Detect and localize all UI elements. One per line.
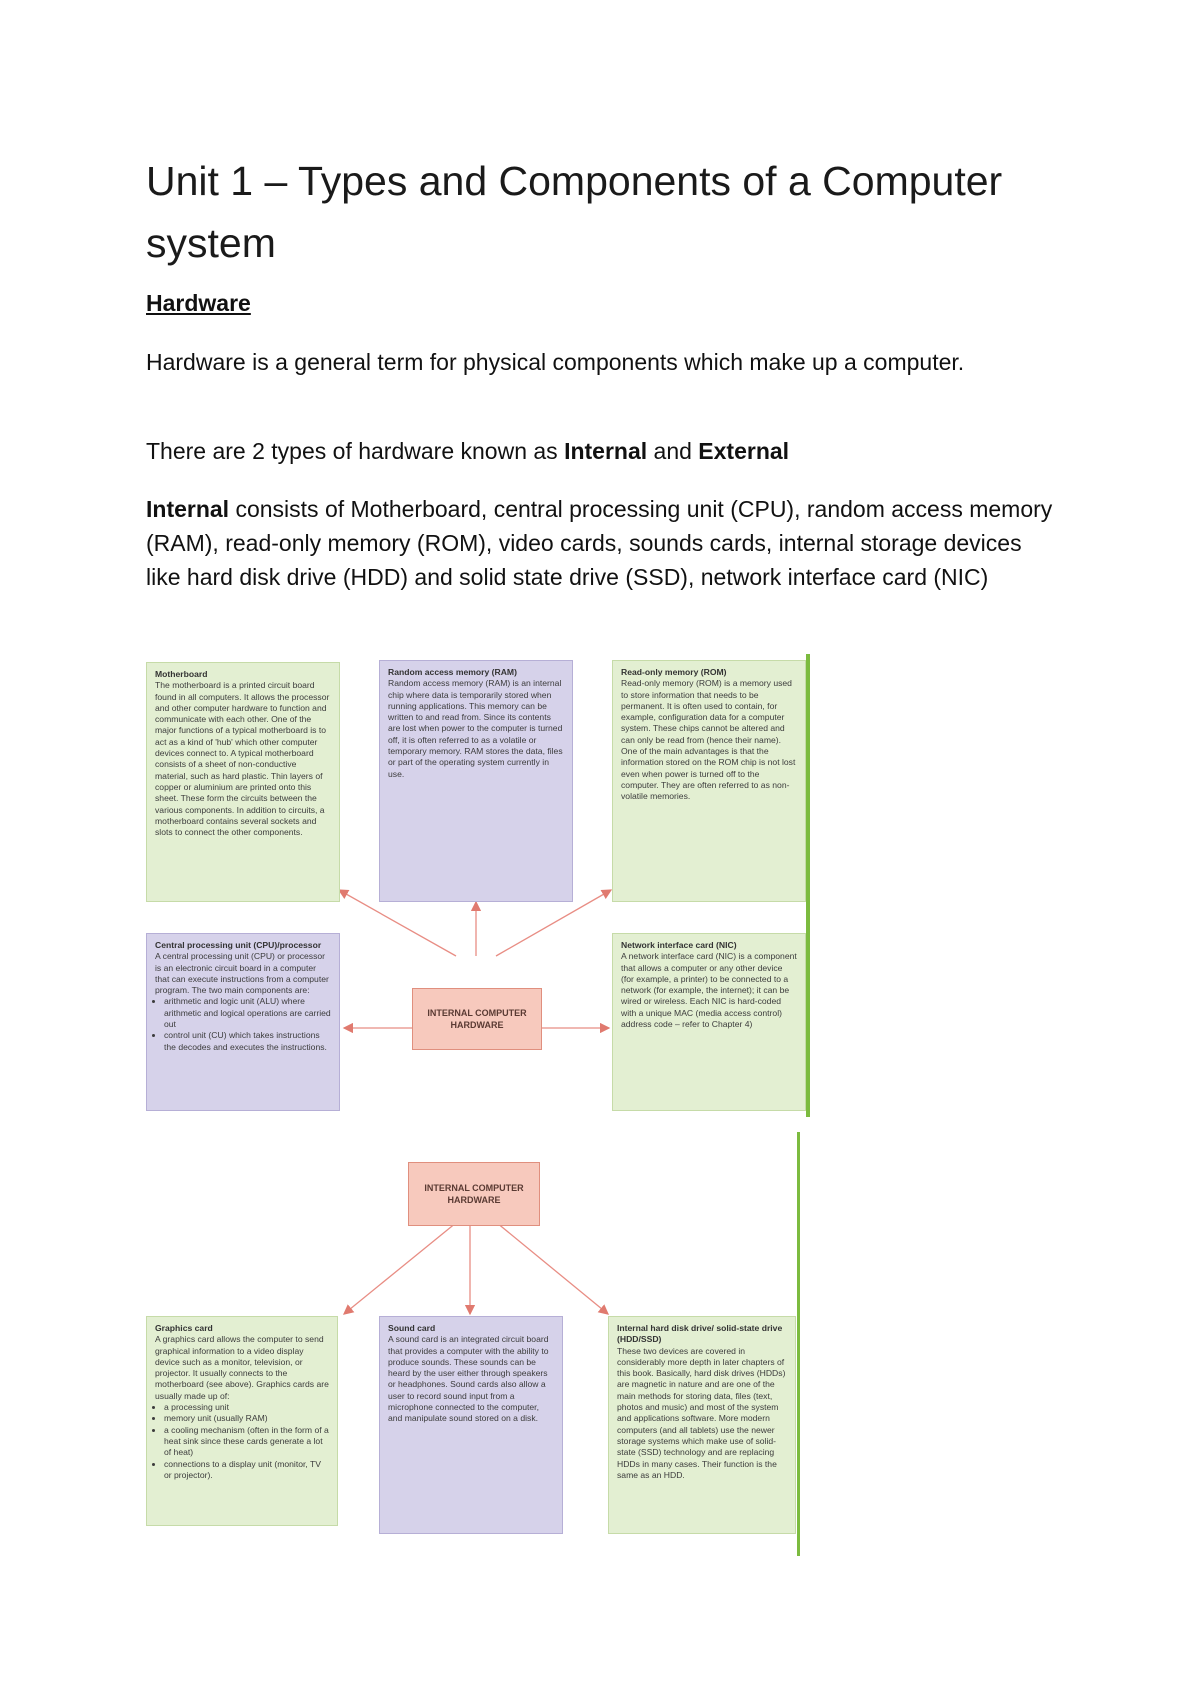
internal-keyword: Internal [146,496,230,522]
internal-hardware-paragraph: Internal consists of Motherboard, central processing unit (CPU), random access memory (RAM), read-only memory (ROM), video cards, sounds cards, internal storage devices like hard disk drive (HDD) and solid state drive (SSD), network interface card (NIC) [146,496,1053,590]
graphics-card-box: Graphics card A graphics card allows the computer to send graphical information to a video display device such as a monitor, television, or projector. It usually connects to the motherboard (see above). Graphics cards are usually made up of: • a processing unit • memory unit (usually RAM) • a cooling mechanism (often in the form of a heat sink since these cards generate a lot of heat) • connections to a display unit (monitor, TV or projector). [146,1316,338,1526]
hardware-types-paragraph: There are 2 types of hardware known as Internal and External [146,438,790,464]
green-edge-line [797,1132,800,1556]
list-item: • connections to a display unit (monitor, TV or projector). [164,1459,329,1482]
hardware-definition: Hardware is a general term for physical components which make up a computer. [146,349,965,375]
internal-hardware-diagram-1 [146,650,806,1116]
page-title: Unit 1 – Types and Components of a Computer system [146,158,1003,266]
list-item: • arithmetic and logic unit (ALU) where arithmetic and logical operations are carried out [164,996,331,1030]
internal-hardware-center-box: INTERNAL COMPUTER HARDWARE [408,1162,540,1226]
cpu-box: Central processing unit (CPU)/processor A central processing unit (CPU) or processor is an electronic circuit board in a computer that can execute instructions from a computer program. The two main components are: • arithmetic and logic unit (ALU) where arithmetic and logical operations are carried out • control unit (CU) which takes instructions the decodes and executes the instructions. [146,933,340,1111]
ram-box: Random access memory (RAM) Random access memory (RAM) is an internal chip where data is temporarily stored when running applications. This memory can be written to and read from. Since its contents are lost when power to the computer is turned off, it is often referred to as a volatile or temporary memory. RAM stores the data, files or part of the operating system currently in use. [379,660,573,902]
list-item: • a processing unit [164,1402,329,1413]
internal-keyword: Internal [564,438,648,464]
motherboard-box: Motherboard The motherboard is a printed circuit board found in all computers. It allows the processor and other computer hardware to function and communicate with each other. One of the major functions of a typical motherboard is to act as a kind of 'hub' which other computer devices connect to. A typical motherboard consists of a sheet of non-conductive material, such as hard plastic. Thin layers of copper or aluminium are printed onto this sheet. These form the circuits between the various components. In addition to circuits, a motherboard contains several sockets and slots to connect the other components. [146,662,340,902]
storage-box: Internal hard disk drive/ solid-state drive (HDD/SSD) These two devices are covered in considerably more depth in later chapters of this book. Basically, hard disk drives (HDDs) are magnetic in nature and are one of the main methods for storing data, files (text, photos and music) and most of the system and applications software. More modern computers (and all tablets) use the newer storage systems which make use of solid-state (SSD) technology and are replacing HDDs in many cases. Their function is the same as an HDD. [608,1316,796,1534]
sound-card-box: Sound card A sound card is an integrated circuit board that provides a computer with the ability to produce sounds. These sounds can be heard by the user either through speakers or headphones. Sound cards also allow a user to record sound input from a microphone connected to the computer, and manipulate sound stored on a disk. [379,1316,563,1534]
internal-hardware-center-box: INTERNAL COMPUTER HARDWARE [412,988,542,1050]
green-edge-line [806,654,810,1117]
list-item: • control unit (CU) which takes instructions the decodes and executes the instructions. [164,1030,331,1053]
internal-hardware-diagram-2 [146,1132,806,1556]
rom-box: Read-only memory (ROM) Read-only memory (ROM) is a memory used to store information that needs to be permanent. It is often used to contain, for example, configuration data for a computer system. These chips cannot be altered and can only be read from (hence their name). One of the main advantages is that the information stored on the ROM chip is not lost even when power is turned off to the computer. They are often referred to as non-volatile memories. [612,660,806,902]
list-item: • a cooling mechanism (often in the form of a heat sink since these cards generate a lot of heat) [164,1425,329,1459]
external-keyword: External [698,438,790,464]
list-item: • memory unit (usually RAM) [164,1413,329,1424]
nic-box: Network interface card (NIC) A network interface card (NIC) is a component that allows a computer or any other device (for example, a printer) to be connected to a network (for example, the internet); it can be wired or wireless. Each NIC is hard-coded with a unique MAC (media access control) address code – refer to Chapter 4) [612,933,806,1111]
section-heading-hardware: Hardware [146,290,251,316]
